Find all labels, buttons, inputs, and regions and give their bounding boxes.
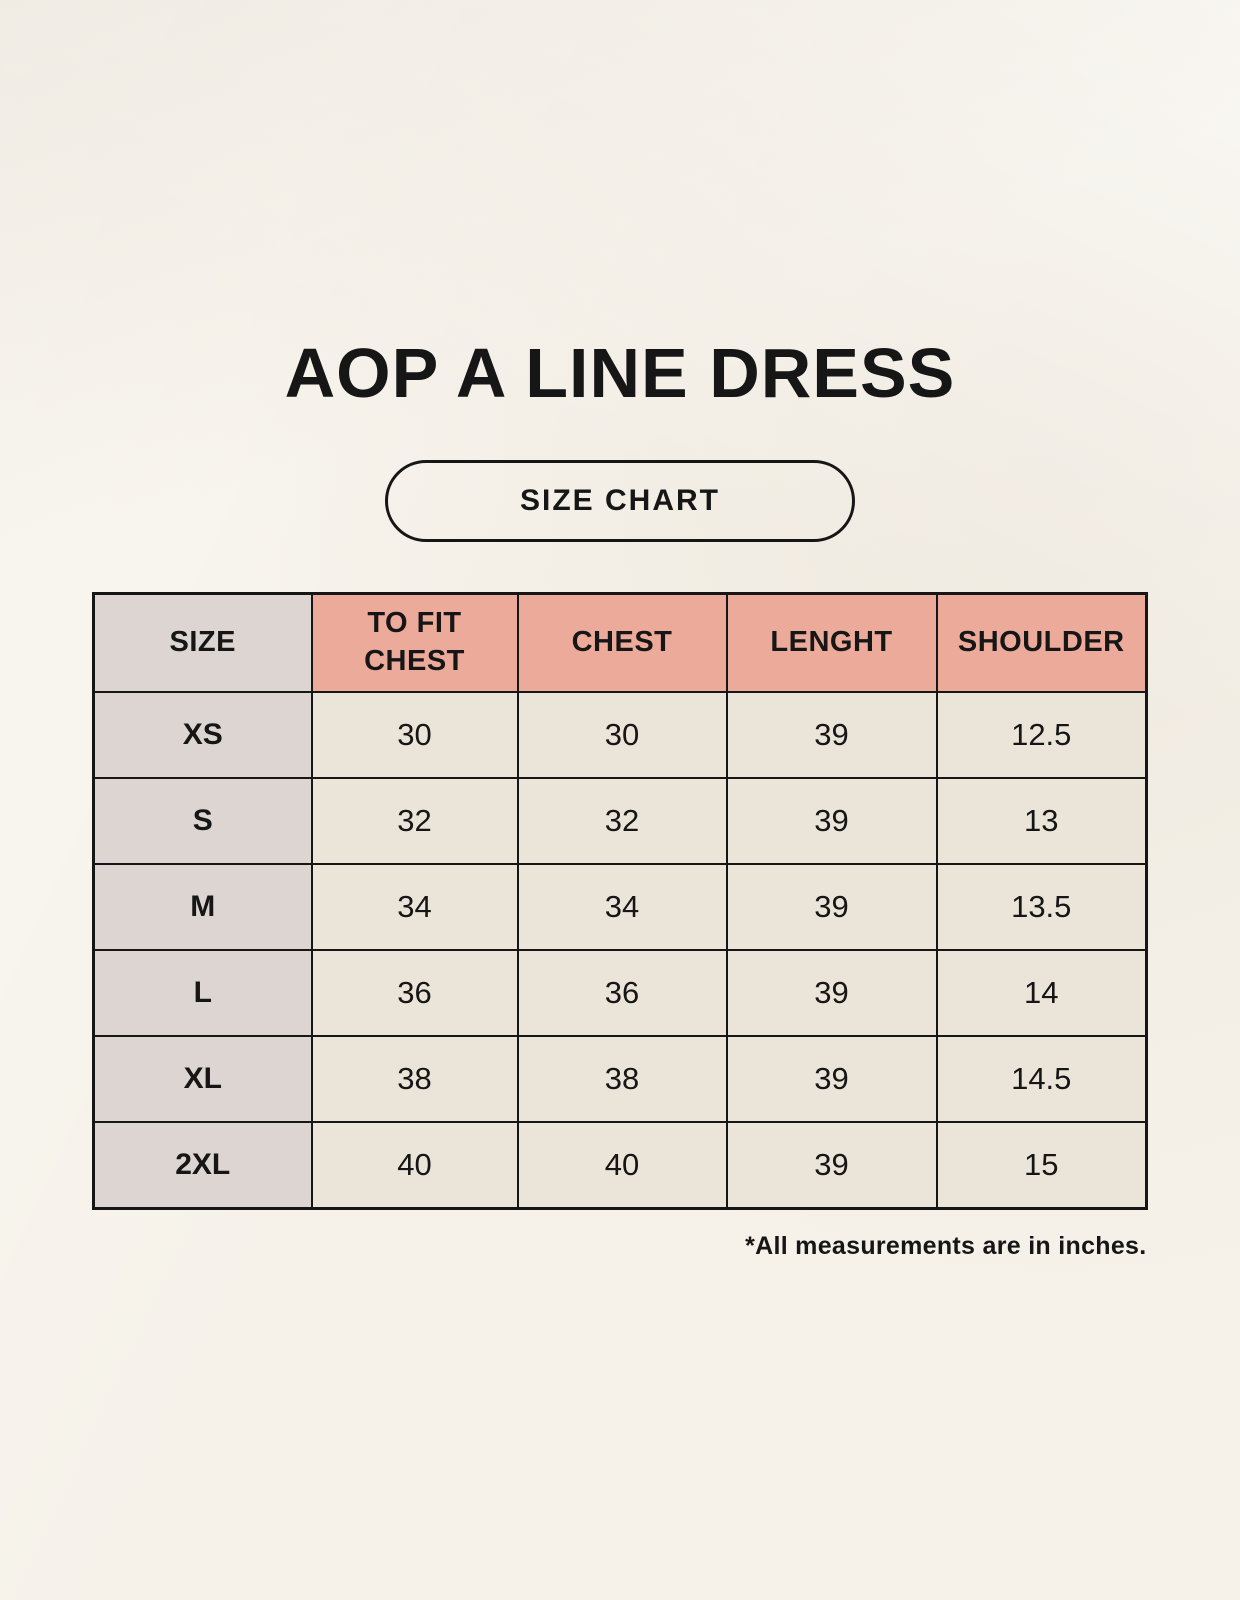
table-cell: 30 bbox=[518, 692, 727, 778]
footnote-row bbox=[94, 1232, 1147, 1261]
table-cell: 38 bbox=[518, 1036, 727, 1122]
table-row-xl bbox=[94, 1036, 1147, 1122]
size-chart-badge[interactable]: SIZE CHART bbox=[385, 460, 855, 542]
table-cell: 39 bbox=[727, 1122, 937, 1209]
size-cell: L bbox=[94, 950, 312, 1036]
header-size: SIZE bbox=[94, 594, 312, 693]
table-cell: 13 bbox=[937, 778, 1147, 864]
table-cell: 39 bbox=[727, 864, 937, 950]
size-cell: S bbox=[94, 778, 312, 864]
size-cell: XL bbox=[94, 1036, 312, 1122]
header-to-fit-chest bbox=[312, 594, 518, 693]
table-row-xs bbox=[94, 692, 1147, 778]
table-cell: 36 bbox=[312, 950, 518, 1036]
size-table-body bbox=[94, 692, 1147, 1209]
size-cell: M bbox=[94, 864, 312, 950]
size-cell: 2XL bbox=[94, 1122, 312, 1209]
table-cell: 32 bbox=[312, 778, 518, 864]
table-cell: 34 bbox=[518, 864, 727, 950]
table-cell: 39 bbox=[727, 950, 937, 1036]
table-row-l bbox=[94, 950, 1147, 1036]
table-cell: 39 bbox=[727, 1036, 937, 1122]
table-cell: 40 bbox=[518, 1122, 727, 1209]
table-cell: 40 bbox=[312, 1122, 518, 1209]
header-to-fit-chest-label: TO FIT CHEST bbox=[364, 607, 465, 677]
size-table-header bbox=[94, 594, 1147, 693]
table-cell: 12.5 bbox=[937, 692, 1147, 778]
table-cell: 30 bbox=[312, 692, 518, 778]
table-cell: 36 bbox=[518, 950, 727, 1036]
table-cell: 38 bbox=[312, 1036, 518, 1122]
measurements-note: *All measurements are in inches. bbox=[745, 1232, 1147, 1260]
page-title: AOP A LINE DRESS bbox=[284, 334, 956, 412]
size-table bbox=[92, 592, 1148, 1210]
table-cell: 14.5 bbox=[937, 1036, 1147, 1122]
header-chest: CHEST bbox=[518, 594, 727, 693]
table-cell: 39 bbox=[727, 692, 937, 778]
table-row-s bbox=[94, 778, 1147, 864]
table-cell: 13.5 bbox=[937, 864, 1147, 950]
table-cell: 34 bbox=[312, 864, 518, 950]
header-row bbox=[94, 594, 1147, 693]
header-shoulder: SHOULDER bbox=[937, 594, 1147, 693]
table-row-m bbox=[94, 864, 1147, 950]
table-cell: 32 bbox=[518, 778, 727, 864]
table-cell: 14 bbox=[937, 950, 1147, 1036]
table-row-2xl bbox=[94, 1122, 1147, 1209]
header-lenght: LENGHT bbox=[727, 594, 937, 693]
table-cell: 15 bbox=[937, 1122, 1147, 1209]
table-cell: 39 bbox=[727, 778, 937, 864]
size-cell: XS bbox=[94, 692, 312, 778]
